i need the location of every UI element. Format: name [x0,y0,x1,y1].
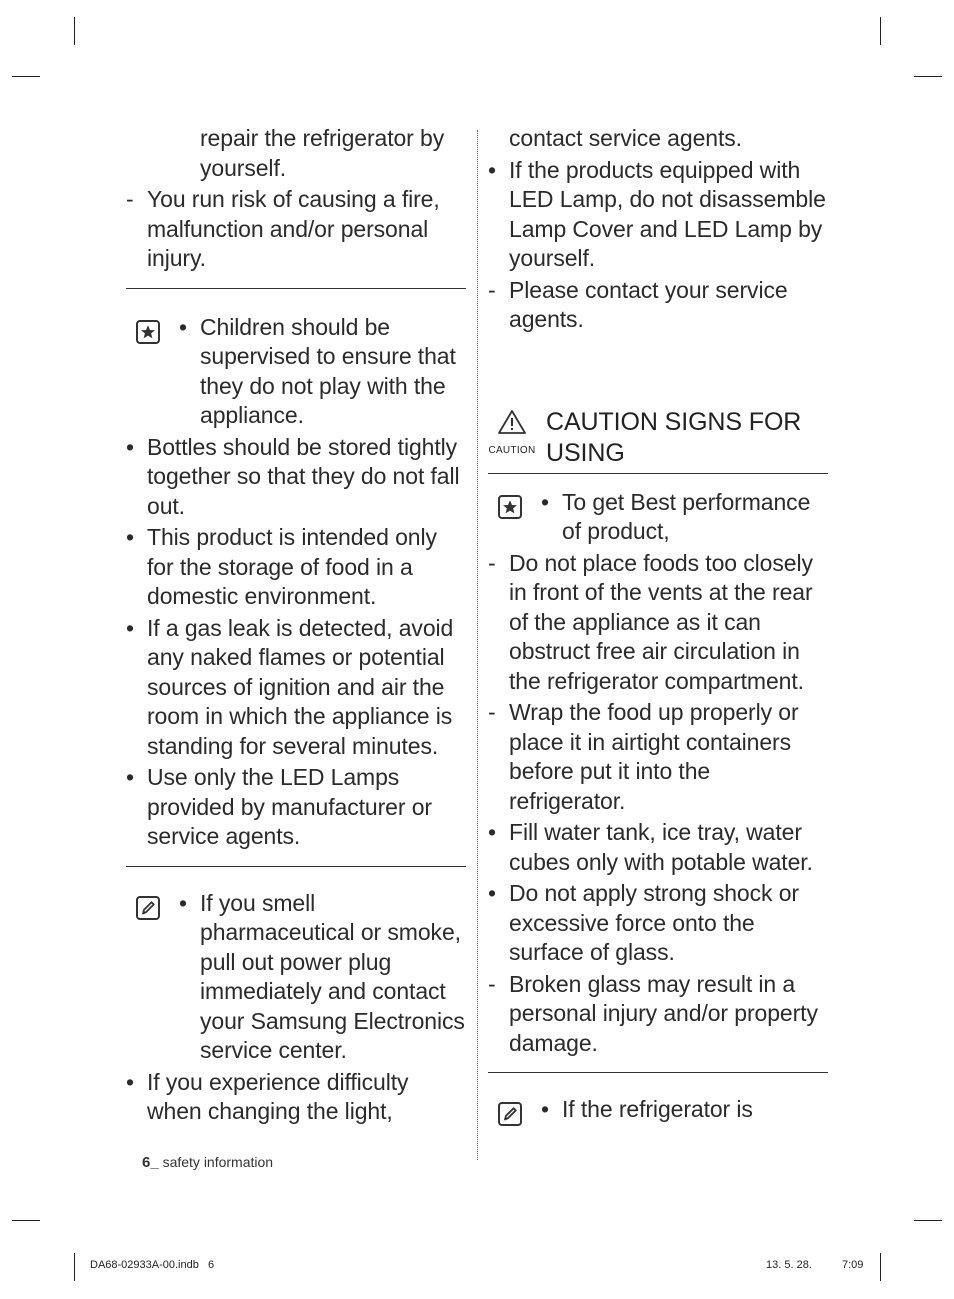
list-item: - Broken glass may result in a personal injury and/or property damage. [488,970,818,1056]
list-item: • Do not apply strong shock or excessive force onto the surface of glass. [488,880,799,965]
list-item: • Use only the LED Lamps provided by manufacturer or service agents. [126,764,432,849]
list-item: • If you smell pharmaceutical or smoke, pull out power plug immediately and contact your Samsung Electronics service center. [179,889,465,1063]
list-item: - Do not place foods too closely in front of the vents at the rear of the appliance as it can obstruct free air circulation in the refrigerator compartment. [488,549,813,694]
section-heading [488,407,828,469]
left-column [126,124,466,1129]
caution-label: CAUTION [488,444,536,456]
section-name: safety information [162,1154,274,1170]
page-number: 6_ [142,1154,159,1171]
column-divider [477,130,478,1160]
pencil-note-block [488,1095,828,1125]
list-item: - You run risk of causing a fire, malfunction and/or personal injury. [126,186,440,271]
list-item: • If you experience difficulty when changing the light, [126,1068,409,1124]
page-heading-text: CAUTION SIGNS FOR USING [546,407,802,467]
crop-mark [914,1220,942,1221]
list-item: • Fill water tank, ice tray, water cubes only with potable water. [488,819,813,875]
list-item: contact service agents. [509,125,742,151]
list-item: • If the products equipped with LED Lamp, do not disassemble Lamp Cover and LED Lamp by yourself. [488,156,826,271]
list-item: • This product is intended only for the storage of food in a domestic environment. [126,524,437,609]
list-item: • To get Best performance of product, [541,488,811,544]
page-footer [142,1154,273,1171]
crop-mark [74,17,75,45]
crop-mark [880,17,881,45]
crop-mark [12,76,40,77]
right-column [488,124,828,1127]
list-item: - Please contact your service agents. [488,276,788,332]
list-item: - Wrap the food up properly or place it in airtight containers before put it into the refrigerator. [488,699,799,814]
list-item: • If the refrigerator is [541,1096,753,1122]
list-item: • If a gas leak is detected, avoid any naked flames or potential sources of ignition and air the room in which the appliance is standing for several minutes. [126,614,454,759]
list-item: • Children should be supervised to ensure that they do not play with the appliance. [179,313,456,428]
crop-mark [74,1253,75,1281]
list-item: • Bottles should be stored tightly together so that they do not fall out. [126,433,460,519]
crop-mark [880,1253,881,1281]
print-file-info: DA68-02933A-00.indb 6 [90,1259,215,1271]
star-note-block [126,313,466,431]
list-item: repair the refrigerator by yourself. [200,125,445,181]
print-time: 7:09 [842,1259,864,1271]
caution-icon [486,409,538,456]
print-date: 13. 5. 28. [766,1259,812,1271]
crop-mark [12,1220,40,1221]
pencil-note-block [126,889,466,1066]
star-note-block [488,488,828,547]
crop-mark [914,76,942,77]
